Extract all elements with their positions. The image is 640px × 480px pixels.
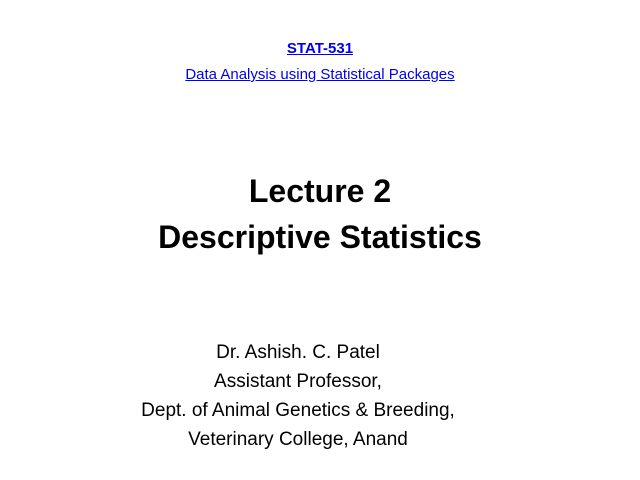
author-name: Dr. Ashish. C. Patel: [216, 342, 380, 363]
lecture-topic: Descriptive Statistics: [158, 219, 482, 255]
author-institution: Veterinary College, Anand: [188, 429, 408, 450]
author-department: Dept. of Animal Genetics & Breeding,: [141, 400, 455, 421]
course-header: [0, 38, 640, 86]
lecture-title: [0, 168, 640, 260]
course-code-link[interactable]: STAT-531: [286, 40, 354, 57]
lecture-number: Lecture 2: [248, 173, 392, 209]
author-info: [98, 338, 498, 454]
author-position: Assistant Professor,: [214, 371, 382, 392]
course-name-link[interactable]: Data Analysis using Statistical Packages: [185, 66, 455, 83]
